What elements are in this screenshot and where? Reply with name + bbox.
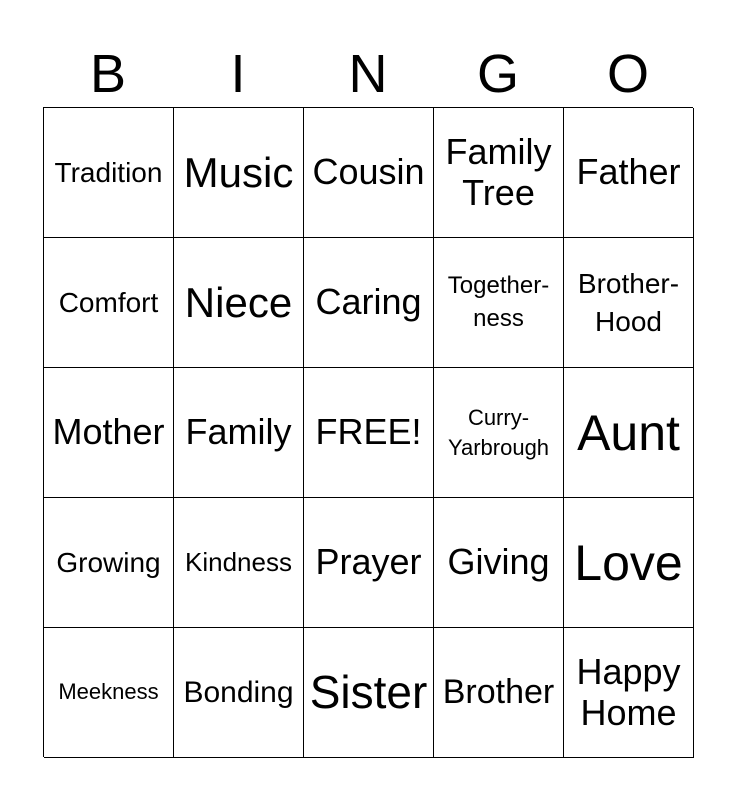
header-letter-o: O: [606, 44, 649, 104]
cell-label: Meekness: [58, 679, 159, 705]
cell-label: Brother- Hood: [577, 267, 680, 337]
cell-label: Family: [185, 411, 292, 453]
cell-label: Sister: [309, 665, 428, 718]
cell-label: Giving: [447, 541, 550, 583]
bingo-cell-r5-c4[interactable]: [434, 628, 564, 758]
bingo-cell-r1-c4[interactable]: [434, 108, 564, 238]
bingo-cell-r2-c3[interactable]: [304, 238, 434, 368]
cell-label: Tradition: [54, 156, 163, 188]
bingo-board: [43, 107, 693, 757]
cell-label: Growing: [56, 546, 161, 578]
bingo-cell-r1-c2[interactable]: [174, 108, 304, 238]
cell-label: Father: [576, 151, 681, 193]
cell-label: FREE!: [315, 411, 422, 453]
cell-label: Love: [574, 534, 683, 591]
header-letter-g: G: [476, 44, 519, 104]
bingo-cell-r1-c5[interactable]: [564, 108, 694, 238]
cell-label: Happy Home: [576, 651, 681, 733]
header-letter-b: B: [89, 44, 127, 104]
cell-label: Music: [183, 148, 294, 196]
bingo-cell-r5-c1[interactable]: [44, 628, 174, 758]
cell-label: Cousin: [312, 151, 425, 193]
cell-label: Curry- Yarbrough: [447, 404, 550, 460]
bingo-cell-r3-c5[interactable]: [564, 368, 694, 498]
bingo-cell-r5-c2[interactable]: [174, 628, 304, 758]
cell-label: Together- ness: [447, 272, 550, 332]
bingo-cell-r2-c1[interactable]: [44, 238, 174, 368]
cell-label: Comfort: [58, 286, 159, 318]
bingo-cell-r5-c3[interactable]: [304, 628, 434, 758]
cell-label: Brother: [442, 673, 555, 712]
bingo-cell-r4-c5[interactable]: [564, 498, 694, 628]
bingo-cell-r4-c2[interactable]: [174, 498, 304, 628]
bingo-header: [43, 40, 693, 108]
cell-label: Kindness: [185, 546, 292, 577]
cell-label: Niece: [184, 278, 293, 326]
cell-label: Bonding: [183, 675, 294, 709]
bingo-cell-r2-c2[interactable]: [174, 238, 304, 368]
bingo-cell-r3-c4[interactable]: [434, 368, 564, 498]
cell-label: Family Tree: [445, 131, 552, 213]
bingo-cell-r4-c4[interactable]: [434, 498, 564, 628]
bingo-cell-r3-c2[interactable]: [174, 368, 304, 498]
bingo-cell-r3-c1[interactable]: [44, 368, 174, 498]
cell-label: Prayer: [315, 541, 422, 583]
bingo-cell-r1-c3[interactable]: [304, 108, 434, 238]
header-letter-i: I: [230, 44, 246, 104]
bingo-cell-r2-c5[interactable]: [564, 238, 694, 368]
bingo-cell-r1-c1[interactable]: [44, 108, 174, 238]
header-letter-n: N: [348, 44, 388, 104]
cell-label: Mother: [52, 411, 165, 453]
bingo-cell-r2-c4[interactable]: [434, 238, 564, 368]
bingo-cell-r4-c3[interactable]: [304, 498, 434, 628]
bingo-cell-r3-c3[interactable]: [304, 368, 434, 498]
cell-label: Aunt: [577, 404, 680, 461]
cell-label: Caring: [315, 281, 422, 323]
bingo-cell-r5-c5[interactable]: [564, 628, 694, 758]
bingo-cell-r4-c1[interactable]: [44, 498, 174, 628]
